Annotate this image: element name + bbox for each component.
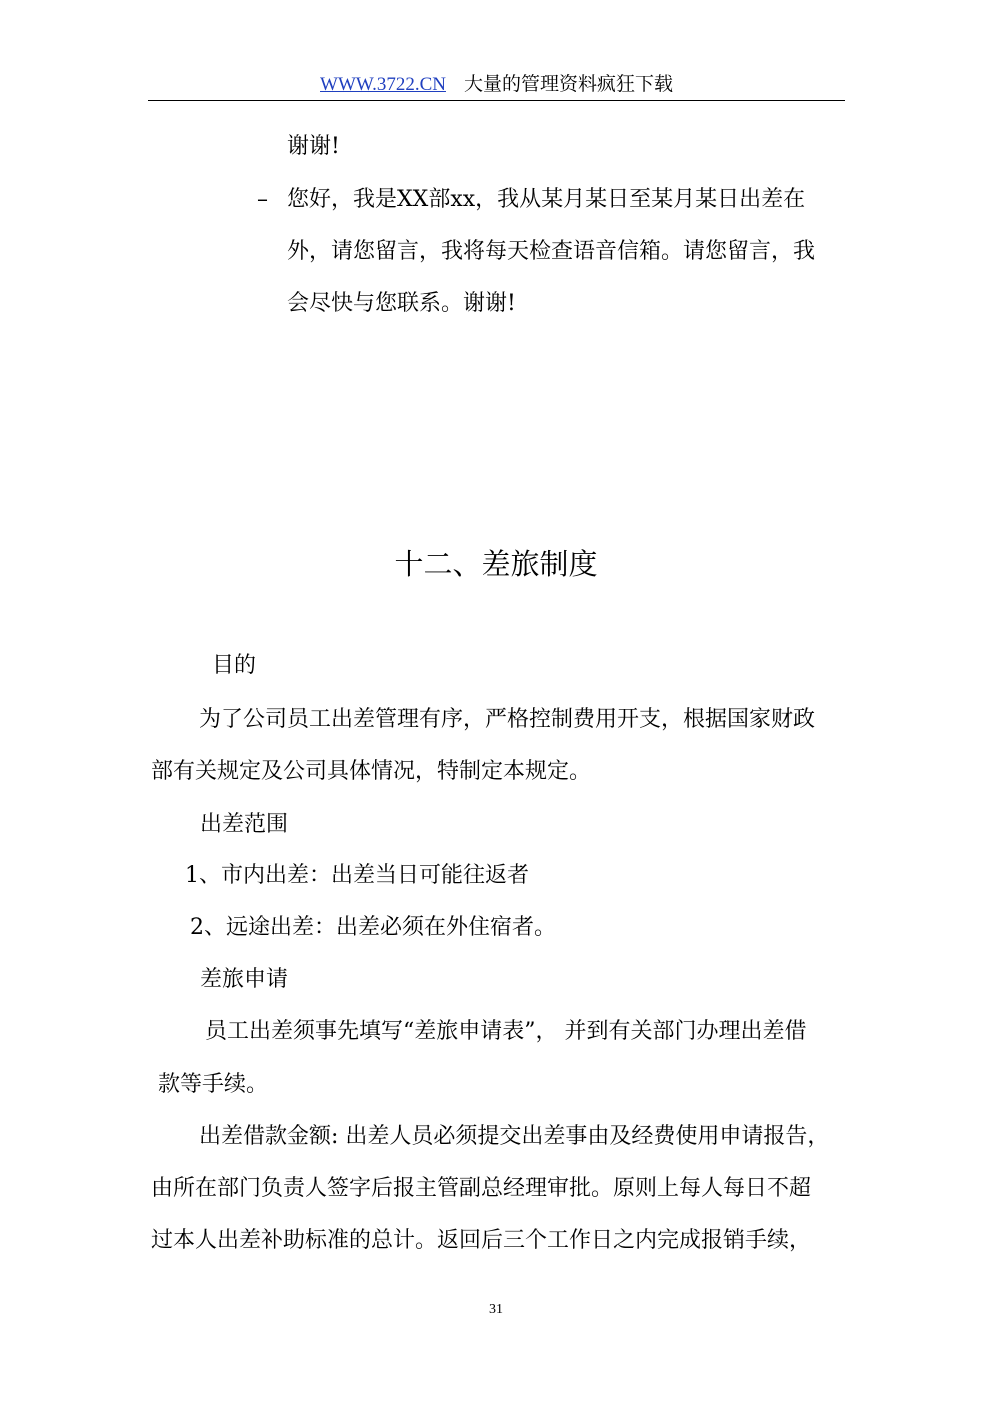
loan-line-1: 出差借款金额: 出差人员必须提交出差事由及经费使用申请报告， [199, 1124, 830, 1149]
header-tagline: 大量的管理资料疯狂下载 [463, 73, 673, 95]
section-title: 十二、差旅制度 [394, 547, 598, 581]
page-header [148, 70, 845, 101]
purpose-line-1: 为了公司员工出差管理有序，严格控制费用开支，根据国家财政 [199, 707, 816, 732]
bullet-line-3: 会尽快与您联系。谢谢! [287, 291, 516, 316]
bullet-line-1: 您好，我是XX部xx，我从某月某日至某月某日出差在 [287, 187, 806, 212]
page-number: 31 [489, 1302, 503, 1317]
header-site-link[interactable]: WWW.3722.CN [320, 74, 446, 95]
application-line-1: 员工出差须事先填写“差旅申请表”， 并到有关部门办理出差借 [205, 1019, 807, 1044]
loan-line-3: 过本人出差补助标准的总计。返回后三个工作日之内完成报销手续， [151, 1228, 812, 1253]
application-line-2: 款等手续。 [158, 1072, 269, 1097]
bullet-line-2: 外，请您留言，我将每天检查语音信箱。请您留言，我 [287, 239, 816, 264]
scope-item-2: 2、远途出差：出差必须在外住宿者。 [190, 915, 556, 940]
loan-line-2: 由所在部门负责人签字后报主管副总经理审批。原则上每人每日不超 [151, 1176, 812, 1201]
application-heading: 差旅申请 [200, 967, 289, 992]
scope-item-1: 1、市内出差：出差当日可能往返者 [185, 863, 529, 888]
scope-heading: 出差范围 [200, 812, 289, 837]
intro-thanks: 谢谢! [287, 134, 340, 159]
purpose-heading: 目的 [212, 653, 257, 678]
purpose-line-2: 部有关规定及公司具体情况，特制定本规定。 [151, 759, 592, 784]
bullet-dash: – [257, 187, 268, 212]
